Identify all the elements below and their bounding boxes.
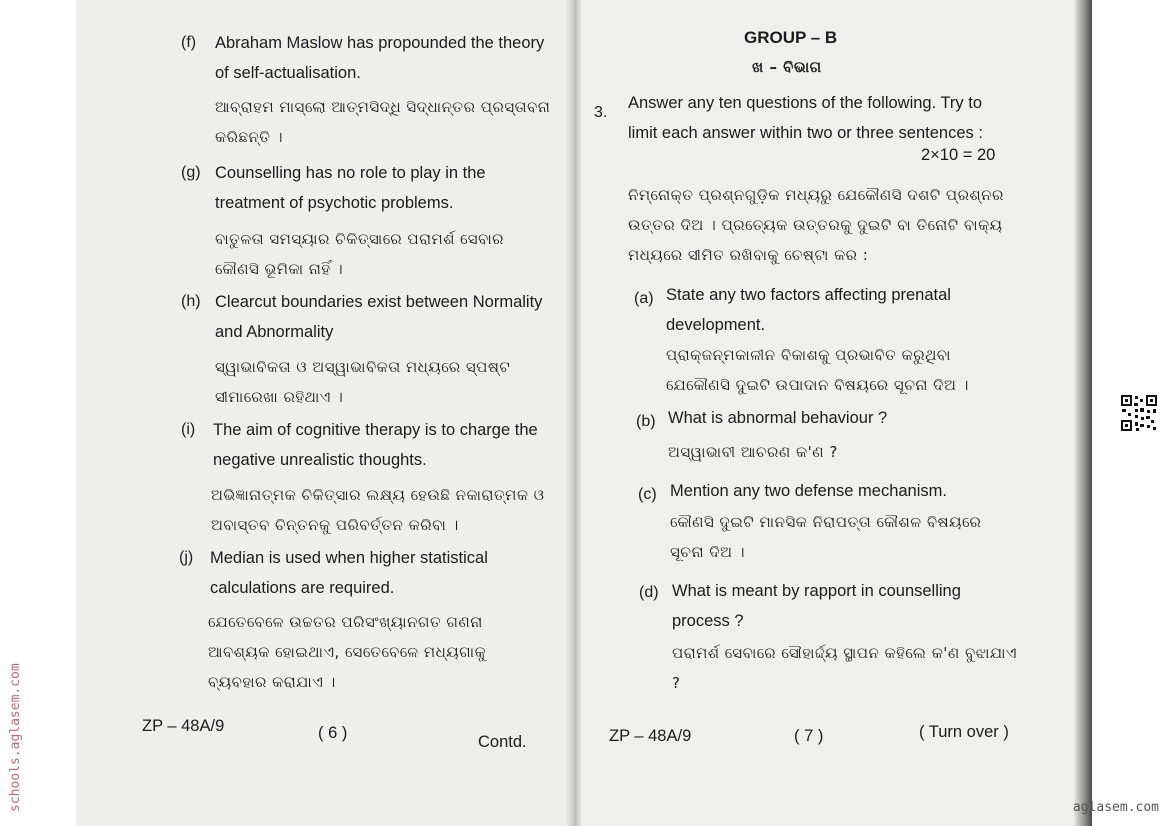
item-odia: ପ୍ରାକ୍‌ଜନ୍ମକାଳୀନ ବିକାଶକୁ ପ୍ରଭାବିତ କରୁଥିବା ଯେକୌଣସି ଦୁଇଟି ଉପାଦାନ ବିଷୟରେ ସୂଚନା ଦିଅ । <box>666 346 969 394</box>
item-odia: ଅଭିଜ୍ଞାନାତ୍ମକ ଚିକିତ୍ସାର ଲକ୍ଷ୍ୟ ହେଉଛି ନକାରାତ୍ମକ ଓ ଅବାସ୍ତବ ଚିନ୍ତନକୁ ପରିବର୍ତ୍ତନ କରିବା । <box>211 486 545 534</box>
item-odia: ବାତୁଳତା ସମସ୍ୟାର ଚିକିତ୍ସାରେ ପରାମର୍ଶ ସେବାର କୌଣସି ଭୂମିକା ନାହିଁ । <box>215 230 504 278</box>
item-label: (d) <box>639 584 659 601</box>
item-english: Counselling has no role to play in the treatment of psychotic problems. <box>215 164 486 212</box>
item-english: What is meant by rapport in counselling process ? <box>672 582 961 630</box>
item-english: The aim of cognitive therapy is to charge the negative unrealistic thoughts. <box>213 421 538 469</box>
item-label: (g) <box>181 164 201 181</box>
page-number: ( 7 ) <box>794 727 824 745</box>
item-label: (f) <box>181 34 197 51</box>
item-odia: ଯେତେବେଳେ ଉଚ୍ଚତର ପରିସଂଖ୍ୟାନଗତ ଗଣନା ଆବଶ୍ୟକ ହୋଇଥାଏ, ସେତେବେଳେ ମଧ୍ୟଗାକୁ ବ୍ୟବହାର କରାଯାଏ । <box>208 613 487 691</box>
item-label: (c) <box>638 486 657 503</box>
side-watermark: schools.aglasem.com <box>8 663 23 812</box>
item-english: State any two factors affecting prenatal development. <box>666 286 951 334</box>
item-odia: ଅସ୍ୱାଭାବୀ ଆଚରଣ କ'ଣ ? <box>668 443 838 461</box>
item-label: (a) <box>634 290 654 307</box>
group-title: GROUP – B <box>744 28 838 47</box>
group-title-odia: ଖ – ବିଭାଗ <box>752 58 822 76</box>
item-english: Clearcut boundaries exist between Normality and Abnormality <box>215 293 543 341</box>
item-label: (h) <box>181 293 201 310</box>
question-number: 3. <box>594 104 608 121</box>
qr-code-icon <box>1120 394 1158 432</box>
item-odia: ପରାମର୍ଶ ସେବାରେ ସୌହାର୍ଦ୍ଦ୍ୟ ସ୍ଥାପନ କହିଲେ କ'ଣ ବୁଝାଯାଏ ? <box>672 644 1017 692</box>
contd-note: Contd. <box>478 733 527 751</box>
question-marks: 2×10 = 20 <box>921 146 996 164</box>
item-odia: ସ୍ୱାଭାବିକତା ଓ ଅସ୍ୱାଭାବିକତା ମଧ୍ୟରେ ସ୍ପଷ୍ଟ ସୀମାରେଖା ରହିଥାଏ । <box>215 358 511 406</box>
item-label: (b) <box>636 413 656 430</box>
turn-over-note: ( Turn over ) <box>919 723 1009 741</box>
item-label: (i) <box>181 421 196 438</box>
item-english: Abraham Maslow has propounded the theory of self-actualisation. <box>215 34 545 82</box>
page-number: ( 6 ) <box>318 724 348 742</box>
item-english: Median is used when higher statistical calculations are required. <box>210 549 488 597</box>
book-gutter <box>567 0 581 826</box>
question-instruction: Answer any ten questions of the following. Try to limit each answer within two or three sentences : <box>628 94 983 142</box>
item-odia: ଆବ୍ରାହମ ମାସ୍‌ଲୋ ଆତ୍ମସିଦ୍ଧି ସିଦ୍ଧାନ୍ତର ପ୍ରସ୍ତାବନା କରିଛନ୍ତି । <box>215 98 551 146</box>
page-edge-shadow <box>1074 0 1092 826</box>
item-english: Mention any two defense mechanism. <box>670 482 947 500</box>
paper-code: ZP – 48A/9 <box>609 727 692 745</box>
paper-code: ZP – 48A/9 <box>142 717 225 735</box>
item-label: (j) <box>179 549 194 566</box>
item-odia: କୌଣସି ଦୁଇଟି ମାନସିକ ନିରାପତ୍ତା କୌଶଳ ବିଷୟରେ ସୂଚନା ଦିଅ । <box>670 513 982 561</box>
corner-watermark: aglasem.com <box>1072 800 1159 815</box>
item-english: What is abnormal behaviour ? <box>668 409 888 427</box>
question-instruction-odia: ନିମ୍ନୋକ୍ତ ପ୍ରଶ୍ନଗୁଡ଼ିକ ମଧ୍ୟରୁ ଯେକୌଣସି ଦଶଟି ପ୍ରଶ୍ନର ଉତ୍ତର ଦିଅ । ପ୍ରତ୍ୟେକ ଉତ୍ତରକୁ ଦୁଇଟି ବା ତିନୋଟି ବାକ୍ୟ ମଧ୍ୟରେ ସୀମିତ ରଖିବାକୁ ଚେଷ୍ଟା କର : <box>628 186 1004 264</box>
